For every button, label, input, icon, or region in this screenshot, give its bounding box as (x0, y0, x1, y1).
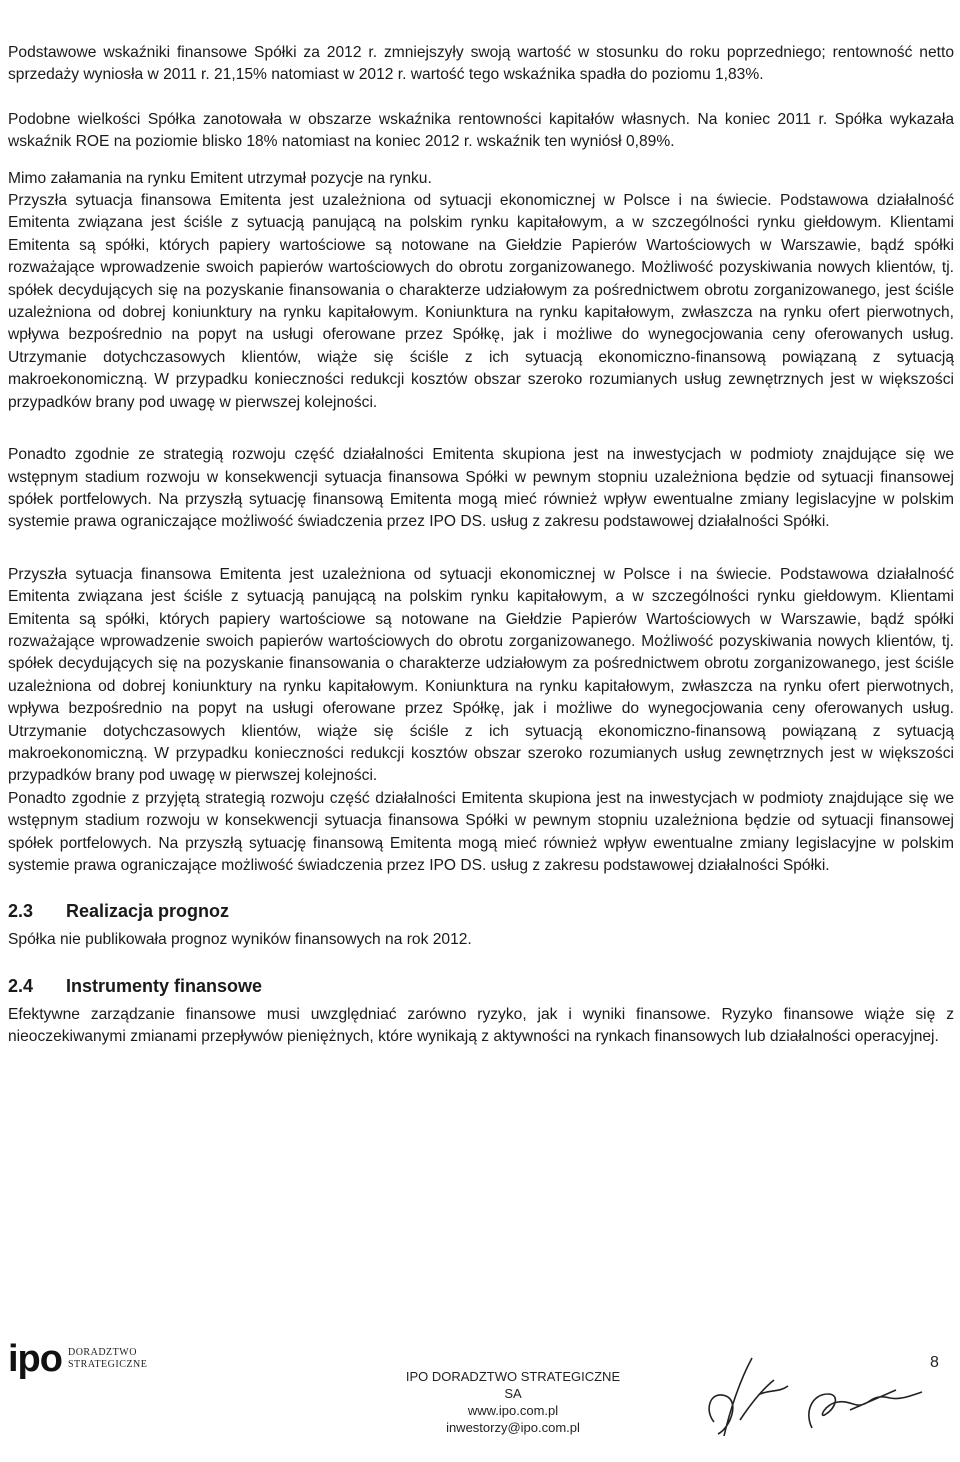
paragraph-financial-ratios: Podstawowe wskaźniki finansowe Spółki za 2012 r. zmniejszyły swoją wartość w stosunku do roku poprzedniego; rentowność netto sprzedaży wyniosła w 2011 r. 21,15% natomiast w 2012 r. wartość tego wskaźnika spadła do poziomu 1,83%. (8, 44, 954, 84)
company-website: www.ipo.com.pl (467, 1403, 559, 1418)
paragraph-future-situation: Przyszła sytuacja finansowa Emitenta jest uzależniona od sytuacji ekonomicznej w Polsce i na świecie. Podstawowa działalność Emitenta związana jest ściśle z sytuacją panującą na polskim rynku kapitałowym, a w szczególności rynku giełdowym. Klientami Emitenta są spółki, których papiery wartościowe są notowane na Giełdzie Papierów Wartościowych w Warszawie, bądź spółki rozważające wprowadzenie swoich papierów wartościowych do obrotu zorganizowanego. Możliwość pozyskiwania nowych klientów, tj. spółek decydujących się na pozyskanie finansowania o charakterze udziałowym za pośrednictwem obrotu zorganizowanego, jest ściśle uzależniona od dobrej koniunktury na rynku kapitałowym. Koniunktura na rynku kapitałowym, zwłaszcza na rynku ofert pierwotnych, wpływa bezpośrednio na popyt na usługi oferowane przez Spółkę, jak i możliwe do wynegocjowania ceny oferowanych usług. Utrzymanie dotychczasowych klientów, wiąże się ściśle z ich sytuacją ekonomiczno-finansową powiązaną z sytuacją makroekonomiczną. W przypadku konieczności redukcji kosztów obszar szeroko rozumianych usług zewnętrznych jest w większości przypadków brany pod uwagę w pierwszej kolejności. (8, 192, 954, 411)
document-body (8, 42, 954, 1049)
section-heading-forecasts (8, 899, 954, 923)
paragraph-strategy-repeat: Ponadto zgodnie z przyjętą strategią rozwoju część działalności Emitenta skupiona jest na inwestycjach w podmioty znajdujące się we wstępnym stadium rozwoju w konsekwencji sytuacja finansowa Spółki w pewnym stopniu uzależniona będzie od sytuacji finansowej spółek portfelowych. Na przyszłą sytuację finansową Emitenta mogą mieć również wpływ ewentualne zmiany legislacyjne w polskim systemie prawa ograniczające możliwość świadczenia przez IPO DS. usług z zakresu podstawowej działalności Spółki. (8, 789, 954, 874)
company-info (398, 1368, 628, 1436)
section-title: Instrumenty finansowe (66, 975, 263, 996)
logo-line-2: STRATEGICZNE (67, 1359, 148, 1370)
section-number: 2.3 (8, 901, 34, 922)
section-body-instruments: Efektywne zarządzanie finansowe musi uwzględniać zarówno ryzyko, jak i wyniki finansowe. Ryzyko finansowe wiąże się z nieoczekiwanymi zmianami przepływów pieniężnych, które wynikają z aktywności na rynkach finansowych lub działalności operacyjnej. (8, 1005, 954, 1046)
section-number: 2.4 (8, 975, 34, 996)
logo-mark: ipo (8, 1338, 62, 1380)
logo-text (68, 1347, 147, 1371)
section-heading-instruments (8, 974, 954, 998)
company-logo (8, 1340, 147, 1378)
company-email: inwestorzy@ipo.com.pl (446, 1420, 580, 1435)
logo-line-1: DORADZTWO (67, 1347, 137, 1358)
paragraph-roe: Podobne wielkości Spółka zanotowała w obszarze wskaźnika rentowności kapitałów własnych. Na koniec 2011 r. Spółka wykazała wskaźnik ROE na poziomie blisko 18% natomiast na koniec 2012 r. wskaźnik ten wyniósł 0,89%. (8, 110, 954, 151)
section-title: Realizacja prognoz (66, 901, 230, 922)
paragraph-strategy: Ponadto zgodnie ze strategią rozwoju część działalności Emitenta skupiona jest na inwestycjach w podmioty znajdujące się we wstępnym stadium rozwoju w konsekwencji sytuacja finansowa Spółki w pewnym stopniu uzależniona będzie od sytuacji finansowej spółek portfelowych. Na przyszłą sytuację finansową Emitenta mogą mieć również wpływ ewentualne zmiany legislacyjne w polskim systemie prawa ograniczające możliwość świadczenia przez IPO DS. usług z zakresu podstawowej działalności Spółki. (8, 446, 954, 531)
paragraph-future-situation-repeat: Przyszła sytuacja finansowa Emitenta jest uzależniona od sytuacji ekonomicznej w Polsce i na świecie. Podstawowa działalność Emitenta związana jest ściśle z sytuacją panującą na polskim rynku kapitałowym, a w szczególności rynku giełdowym. Klientami Emitenta są spółki, których papiery wartościowe są notowane na Giełdzie Papierów Wartościowych w Warszawie, bądź spółki rozważające wprowadzenie swoich papierów wartościowych do obrotu zorganizowanego. Możliwość pozyskiwania nowych klientów, tj. spółek decydujących się na pozyskanie finansowania o charakterze udziałowym za pośrednictwem obrotu zorganizowanego, jest ściśle uzależniona od dobrej koniunktury na rynku kapitałowym. Koniunktura na rynku kapitałowym, zwłaszcza na rynku ofert pierwotnych, wpływa bezpośrednio na popyt na usługi oferowane przez Spółkę, jak i możliwe do wynegocjowania ceny oferowanych usług. Utrzymanie dotychczasowych klientów, wiąże się ściśle z ich sytuacją ekonomiczno-finansową powiązaną z sytuacją makroekonomiczną. W przypadku konieczności redukcji kosztów obszar szeroko rozumianych usług zewnętrznych jest w większości przypadków brany pod uwagę w pierwszej kolejności. (8, 565, 954, 785)
section-body-forecasts: Spółka nie publikowała prognoz wyników finansowych na rok 2012. (8, 931, 472, 949)
signatures-icon (700, 1350, 930, 1450)
page-footer (0, 1320, 960, 1462)
page-number: 8 (930, 1354, 939, 1371)
company-name: IPO DORADZTWO STRATEGICZNE SA (405, 1369, 621, 1401)
paragraph-market-position: Mimo załamania na rynku Emitent utrzymał pozycje na rynku. (8, 169, 432, 187)
